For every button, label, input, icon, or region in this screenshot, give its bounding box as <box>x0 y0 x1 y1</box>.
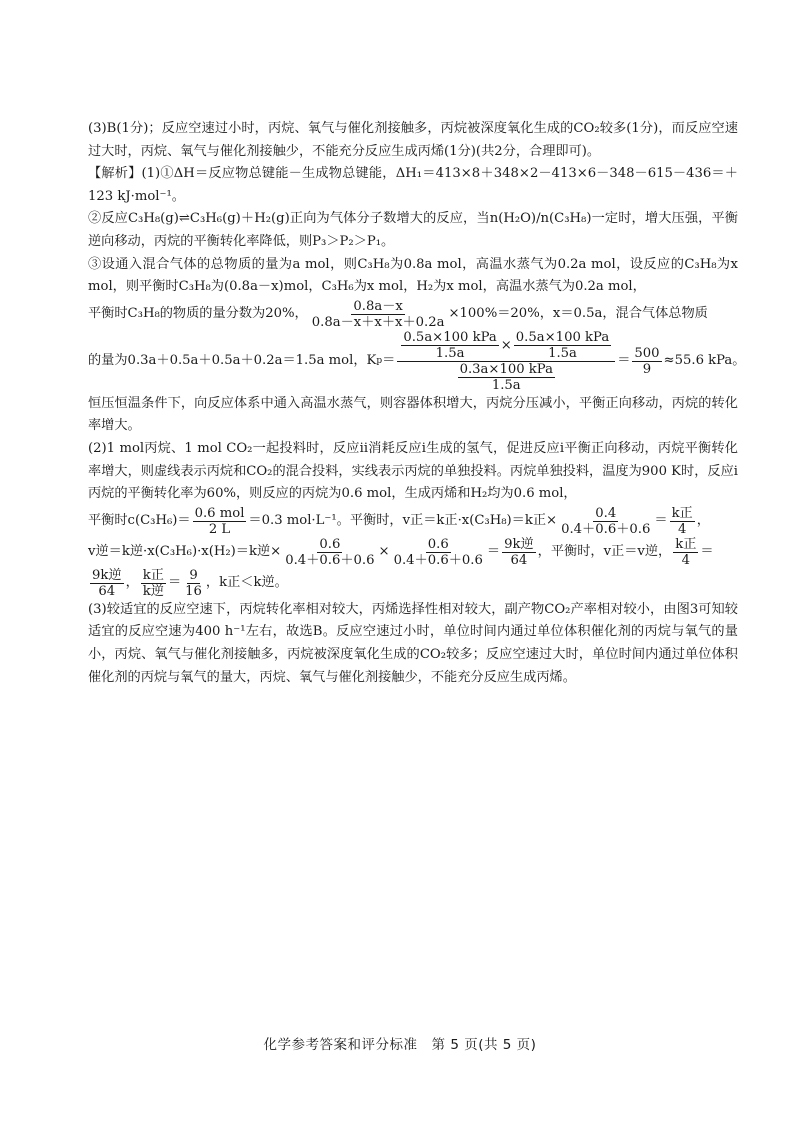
analysis-part-3: (3)较适宜的反应空速下，丙烷转化率相对较大，丙烯选择性相对较大，副产物CO₂产率相对较小，由图3可知较适宜的反应空速为400 h⁻¹左右，故选B。反应空速过小时，单位时间内通过单位体积催化剂的丙烷与氧气的量小，丙烷、氧气与催化剂接触多，丙烷被深度氧化生成的CO₂较多；反应空速过大时，单位时间内通过单位体积催化剂的丙烷与氧气的量大，丙烷、氧气与催化剂接触少，不能充分反应生成丙烯。 <box>88 601 738 685</box>
analysis-pressure: ②反应C₃H₈(g)⇌C₃H₆(g)＋H₂(g)正向为气体分子数增大的反应，当n(H₂O)/n(C₃H₈)一定时，增大压强，平衡逆向移动，丙烷的平衡转化率降低，则P₃＞P₂＞P₁。 <box>88 211 738 249</box>
analysis-setup: ③设通入混合气体的总物质的量为a mol，则C₃H₈为0.8a mol，高温水蒸气为0.2a mol，设反应的C₃H₈为x mol，则平衡时C₃H₈为(0.8a－x)mol，C₃H₆为x mol，H₂为x mol，高温水蒸气为0.2a mol， <box>88 256 738 295</box>
mole-fraction: $\frac{0.8a-x}{0.8a-x+x+x+0.2a}$ <box>311 298 445 330</box>
answer-part-3: (3)B(1分)；反应空速过小时，丙烷、氧气与催化剂接触多，丙烷被深度氧化生成的CO₂较多(1分)，而反应空速过大时，丙烷、氧气与催化剂接触少，不能充分反应生成丙烯(1分)(共2分，合理即可)。 <box>88 121 738 159</box>
analysis-part-2: (2)1 mol丙烷、1 mol CO₂一起投料时，反应ⅱ消耗反应ⅰ生成的氢气，促进反应ⅰ平衡正向移动，丙烷平衡转化率增大，则虚线表示丙烷和CO₂的混合投料，实线表示丙烷的单独投料。丙烷单独投料，温度为900 K时，反应ⅰ丙烷的平衡转化率为60%，则反应的丙烷为0.6 mol，生成丙烯和H₂均为0.6 mol， <box>88 440 738 502</box>
page-footer: 化学参考答案和评分标准 第 5 页(共 5 页) <box>263 1037 537 1053</box>
analysis-part-1: 【解析】(1)①ΔH＝反应物总键能－生成物总键能，ΔH₁＝413×8＋348×2－413×6－348－615－436＝＋123 kJ·mol⁻¹。 <box>88 166 738 204</box>
kp-line: 的量为0.3a＋0.5a＋0.5a＋0.2a＝1.5a mol，K p ＝ $\frac{\text{0.5a×100 kPa}}{1.5a}$ × $\frac{\text{0.5a×100 kPa}}{1.5a}$ $\frac{\text{0.3a×100 kPa}}{1.5a}$ ＝ $\frac{500}{9}$ ≈55.6 kPa。 <box>88 329 746 393</box>
kp-fraction: $\frac{\text{0.5a×100 kPa}}{1.5a}$ × $\frac{\text{0.5a×100 kPa}}{1.5a}$ $\frac{\text{0.3a×100 kPa}}{1.5a}$ <box>397 330 615 393</box>
analysis-steam: 恒压恒温条件下，向反应体系中通入高温水蒸气，则容器体积增大，丙烷分压减小，平衡正向移动，丙烷的转化率增大。 <box>88 395 738 434</box>
answer-content <box>88 118 746 689</box>
rate-forward-line: 平衡时c(C₃H₆)＝ $\frac{\text{0.6 mol}}{2 L}$ ＝0.3 mol·L⁻¹。平衡时，v正＝k正·x(C₃H₈)＝k正× $\frac{0.4}{0.4+0.6+0.6}$ ＝ $\frac{\text{k正}}{4}$ ， <box>88 505 710 537</box>
rate-reverse-line: v逆＝k逆·x(C₃H₆)·x(H₂)＝k逆× $\frac{0.6}{0.4+0.6+0.6}$ × $\frac{0.6}{0.4+0.6+0.6}$ ＝ $\frac{\text{9k逆}}{64}$ ，平衡时，v正＝v逆， $\frac{\text{k正}}{4}$ ＝ <box>88 536 714 568</box>
mole-fraction-line: 平衡时C₃H₈的物质的量分数为20%， $\frac{0.8a-x}{0.8a-x+x+x+0.2a}$ ×100%＝20%，x＝0.5a，混合气体总物质 <box>88 298 708 330</box>
rate-constant-line: $\frac{\text{9k逆}}{64}$ ， $\frac{\text{k正}}{\text{k逆}}$ ＝ $\frac{9}{16}$ ，k正＜k逆。 <box>92 567 288 599</box>
